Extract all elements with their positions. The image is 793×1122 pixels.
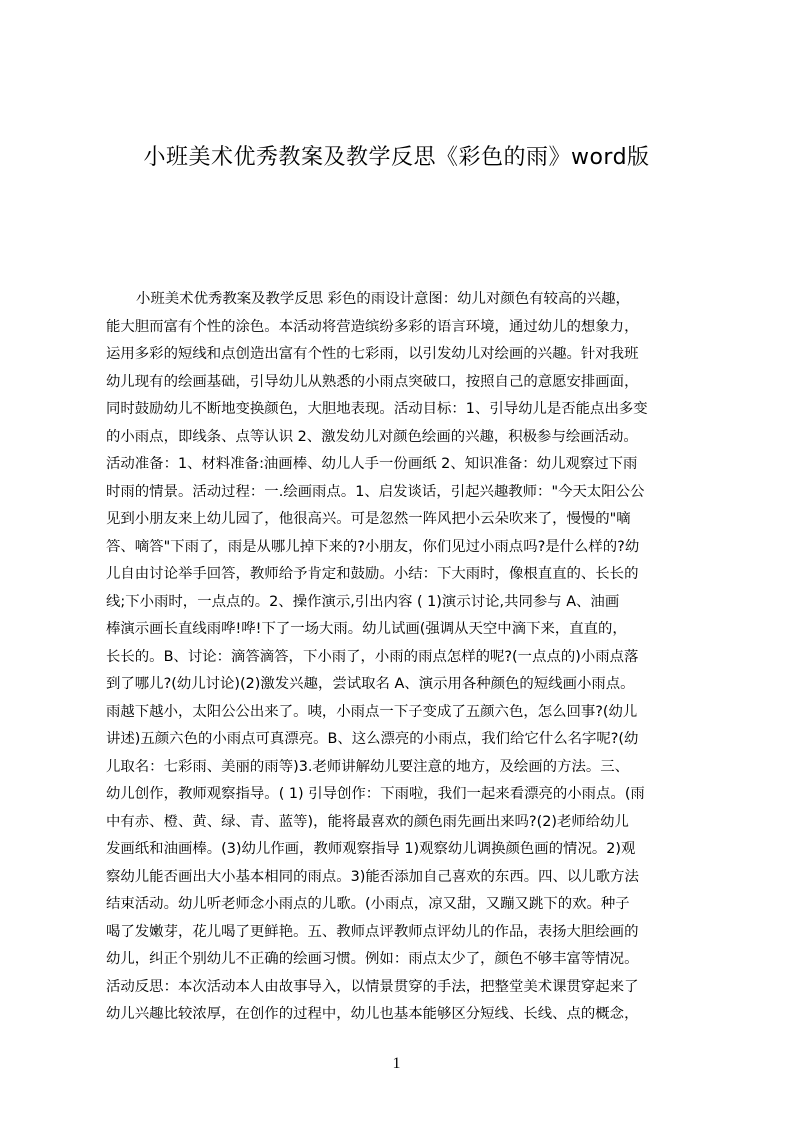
body-line: 儿取名：七彩雨、美丽的雨等)3.老师讲解幼儿要注意的地方，及绘画的方法。三、 <box>106 758 630 775</box>
body-line: 幼儿创作，教师观察指导。( 1) 引导创作：下雨啦，我们一起来看漂亮的小雨点。(雨 <box>106 786 645 802</box>
body-line: 察幼儿能否画出大小基本相同的雨点。3)能否添加自己喜欢的东西。四、以儿歌方法 <box>106 868 639 885</box>
body-line: 运用多彩的短线和点创造出富有个性的七彩雨，以引发幼儿对绘画的兴趣。针对我班 <box>106 346 639 362</box>
body-line: 小班美术优秀教案及教学反思 彩色的雨设计意图：幼儿对颜色有较高的兴趣， <box>136 291 630 307</box>
body-line: 讲述)五颜六色的小雨点可真漂亮。B、这么漂亮的小雨点，我们给它什么名字呢?(幼 <box>106 731 639 747</box>
body-line: 结束活动。幼儿听老师念小雨点的儿歌。(小雨点，凉又甜，又蹦又跳下的欢。种子 <box>106 896 630 912</box>
body-line: 的小雨点，即线条、点等认识 2、激发幼儿对颜色绘画的兴趣，积极参与绘画活动。 <box>106 428 638 445</box>
body-line: 能大胆而富有个性的涂色。本活动将营造缤纷多彩的语言环境，通过幼儿的想象力， <box>106 318 639 335</box>
document-body <box>106 286 700 1029</box>
body-line: 活动准备：1、材料准备:油画棒、幼儿人手一份画纸 2、知识准备：幼儿观察过下雨 <box>106 456 638 472</box>
body-line: 中有赤、橙、黄、绿、青、蓝等)，能将最喜欢的颜色雨先画出来吗?(2)老师给幼儿 <box>106 813 629 830</box>
body-line: 发画纸和油画棒。(3)幼儿作画，教师观察指导 1)观察幼儿调换颜色画的情况。2)观 <box>106 841 636 857</box>
document-title: 小班美术优秀教案及教学反思《彩色的雨》word版 <box>143 145 650 170</box>
page-number: 1 <box>392 1055 401 1072</box>
body-line: 幼儿，纠正个别幼儿不正确的绘画习惯。例如：雨点太少了，颜色不够丰富等情况。 <box>106 951 639 967</box>
body-line: 见到小朋友来上幼儿园了，他很高兴。可是忽然一阵风把小云朵吹来了，慢慢的"嘀 <box>106 511 631 527</box>
body-line: 到了哪儿?(幼儿讨论)(2)激发兴趣，尝试取名 A、演示用各种颜色的短线画小雨点。 <box>106 676 635 692</box>
body-line: 喝了发嫩芽，花儿喝了更鲜艳。五、教师点评教师点评幼儿的作品，表扬大胆绘画的 <box>106 923 639 940</box>
body-line: 幼儿兴趣比较浓厚，在创作的过程中，幼儿也基本能够区分短线、长线、点的概念， <box>106 1006 639 1022</box>
body-line: 幼儿现有的绘画基础，引导幼儿从熟悉的小雨点突破口，按照自己的意愿安排画面， <box>106 373 639 390</box>
body-line: 线;下小雨时，一点点的。2、操作演示,引出内容 ( 1)演示讨论,共同参与 A、油画 <box>106 593 620 610</box>
body-line: 答、嘀答"下雨了，雨是从哪儿掉下来的?小朋友，你们见过小雨点吗?是什么样的?幼 <box>106 538 640 555</box>
body-line: 儿自由讨论举手回答，教师给予肯定和鼓励。小结：下大雨时，像根直直的、长长的 <box>106 566 639 582</box>
body-line: 雨越下越小，太阳公公出来了。咦，小雨点一下子变成了五颜六色，怎么回事?(幼儿 <box>106 703 638 720</box>
body-line: 长长的。B、讨论：滴答滴答，下小雨了，小雨的雨点怎样的呢?(一点点的)小雨点落 <box>106 648 639 665</box>
body-line: 时雨的情景。活动过程：一.绘画雨点。1、启发谈话，引起兴趣教师："今天太阳公公 <box>106 483 645 500</box>
body-line: 同时鼓励幼儿不断地变换颜色，大胆地表现。活动目标：1、引导幼儿是否能点出多变 <box>106 401 648 417</box>
body-line: 活动反思：本次活动本人由故事导入，以情景贯穿的手法，把整堂美术课贯穿起来了 <box>106 978 639 995</box>
body-line: 棒演示画长直线雨哗!哗!下了一场大雨。幼儿试画(强调从天空中滴下来，直直的， <box>106 621 627 637</box>
